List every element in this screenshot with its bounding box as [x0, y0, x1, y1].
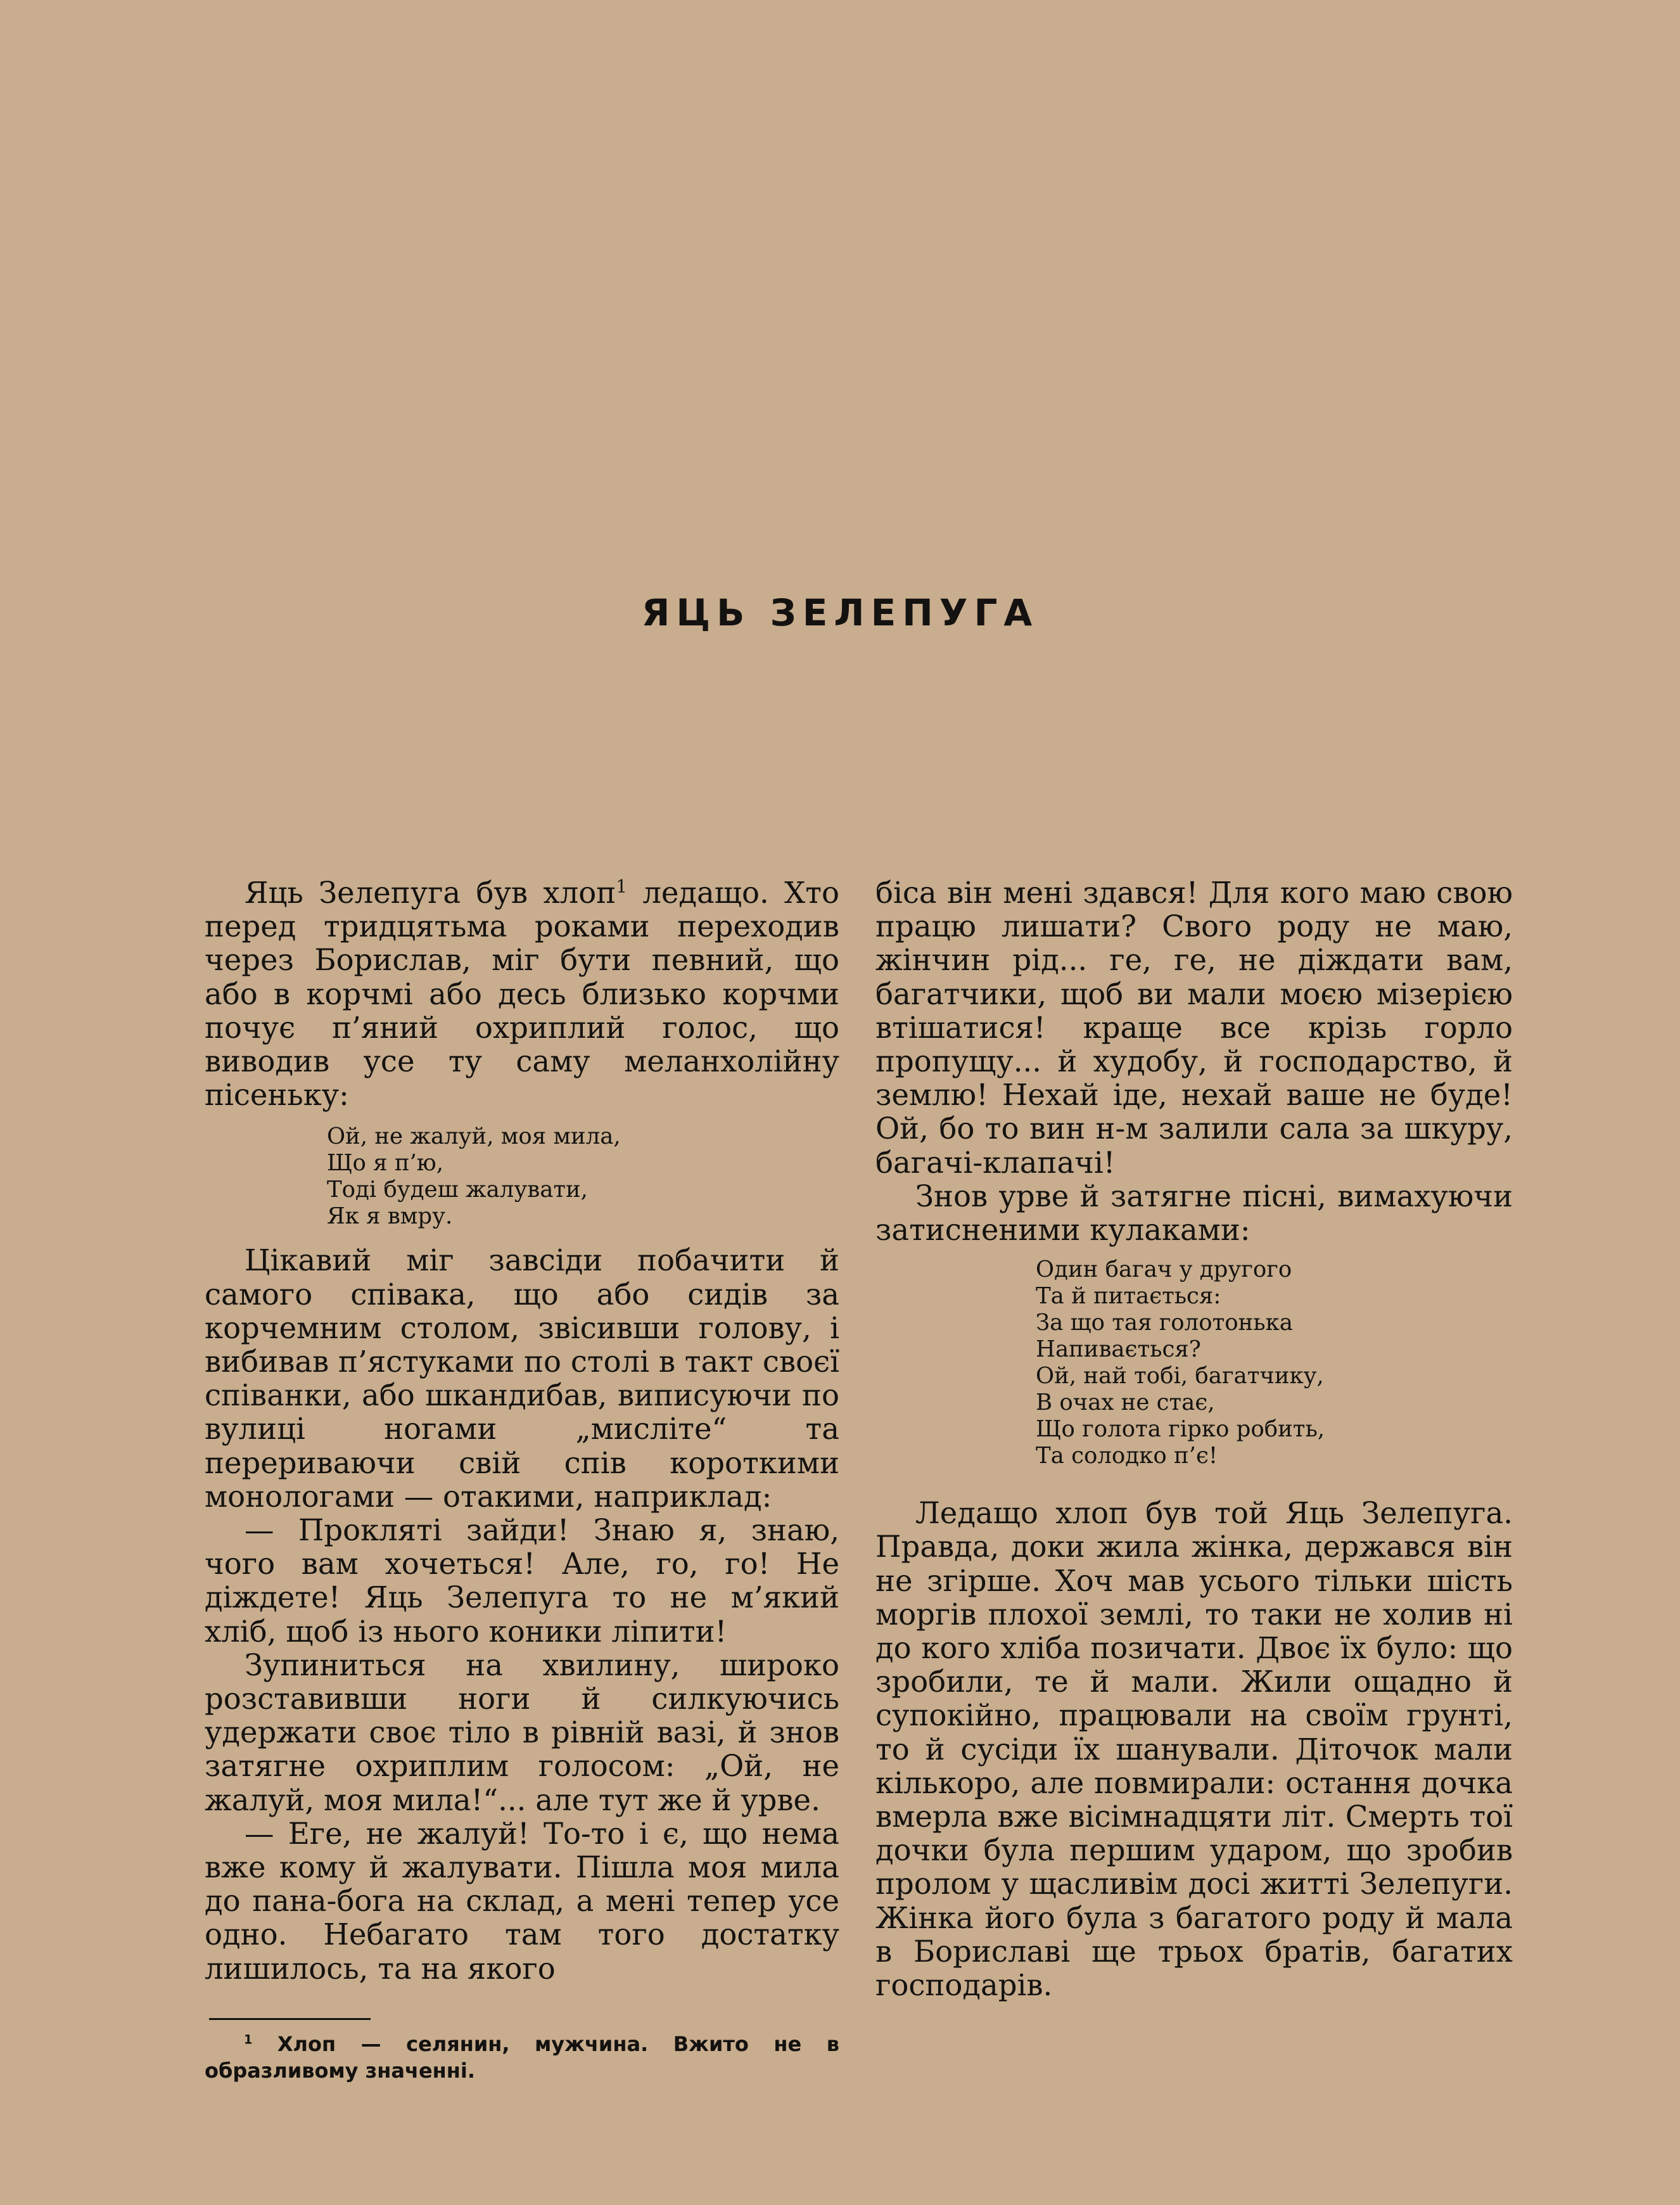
- page-title: ЯЦЬ ЗЕЛЕПУГА: [641, 591, 1039, 634]
- verse-line: В очах не стає,: [1036, 1390, 1215, 1416]
- paragraph: біса він мені здався! Для кого маю свою працю лишати? Свого роду не маю, жінчин рід... ге, ге, не діждати вам, багатчики, щоб ви мали моєю мізерією втішатися! краще все крізь горло пропущу... й худобу, й господарство, й землю! Нехай іде, нехай ваше не буде! Ой, бо то вин н-м залили сала за шкуру, багачі-клапачі!: [875, 876, 1513, 1180]
- song-verse: [327, 1123, 839, 1230]
- verse-line: Один багач у другого: [1036, 1256, 1292, 1283]
- verse-line: Та й питається:: [1036, 1283, 1221, 1310]
- paragraph: — Еге, не жалуй! То-то і є, що нема вже кому й жалувати. Пішла моя мила до пана-бога на склад, а мені тепер усе одно. Небагато там того достатку лишилось, та на якого: [205, 1816, 839, 1986]
- verse-line: Напивається?: [1036, 1336, 1201, 1363]
- paragraph: [205, 876, 839, 1112]
- text-column-right: [875, 876, 1513, 2002]
- verse-line: За що тая голотонька: [1036, 1310, 1293, 1336]
- verse-line: Як я вмру.: [327, 1203, 453, 1230]
- footnote: [205, 2031, 839, 2084]
- footnote-marker: 1: [244, 2032, 253, 2047]
- footnote-text: Хлоп — селянин, мужчина. Вжито не в образливому значенні.: [205, 2032, 839, 2083]
- footnote-reference: 1: [616, 876, 627, 897]
- verse-line: Що я п’ю,: [327, 1150, 443, 1177]
- paragraph: Ледащо хлоп був той Яць Зелепуга. Правда, доки жила жінка, держався він не згірше. Хоч мав усього тільки шість моргів плохої землі, то таки не холив ні до кого хліба позичати. Двоє їх було: що зробили, те й мали. Жили ощадно й супокійно, працювали на своїм грунті, то й сусіди їх шанували. Діточок мали кількоро, але повмирали: остання дочка вмерла вже вісімнадцяти літ. Смерть тої дочки була першим ударом, що зробив пролом у щасливім досі житті Зелепуги. Жінка його була з багатого роду й мала в Бориславі ще трьох братів, багатих господарів.: [875, 1496, 1513, 2003]
- song-verse: [1036, 1256, 1513, 1469]
- verse-line: Що голота гірко робить,: [1036, 1416, 1325, 1443]
- verse-line: Тоді будеш жалувати,: [327, 1177, 588, 1203]
- verse-line: Та солодко п’є!: [1036, 1443, 1218, 1469]
- verse-line: Ой, не жалуй, моя мила,: [327, 1123, 621, 1150]
- text-column-left: [205, 876, 839, 1986]
- paragraph: Знов урве й затягне пісні, вимахуючи затисненими кулаками:: [875, 1179, 1513, 1248]
- verse-line: Ой, най тобі, багатчику,: [1036, 1363, 1324, 1390]
- paragraph-text: ледащо. Хто перед тридцятьма роками переходив через Борислав, міг бути певний, що або в корчмі або десь близько корчми почує п’яний охриплий голос, що виводив усе ту саму меланхолійну пісеньку:: [205, 876, 839, 1113]
- paragraph: Зупиниться на хвилину, широко розставивши ноги й силкуючись удержати своє тіло в рівній вазі, й знов затягне охриплим голосом: „Ой, не жалуй, моя мила!“... але тут же й урве.: [205, 1647, 839, 1817]
- paragraph: Цікавий міг завсіди побачити й самого співака, що або сидів за корчемним столом, звісивши голову, і вибивав п’ястуками по столі в такт своєї співанки, або шкандибав, виписуючи по вулиці ногами „мисліте“ та перериваючи свій спів короткими монологами — отакими, наприклад:: [205, 1243, 839, 1514]
- paragraph-text: Яць Зелепуга був хлоп: [245, 876, 616, 910]
- paragraph: — Прокляті зайди! Знаю я, знаю, чого вам хочеться! Але, го, го! Не діждете! Яць Зелепуга то не м’який хліб, щоб із нього коники ліпити!: [205, 1513, 839, 1649]
- footnote-divider: [209, 2018, 371, 2020]
